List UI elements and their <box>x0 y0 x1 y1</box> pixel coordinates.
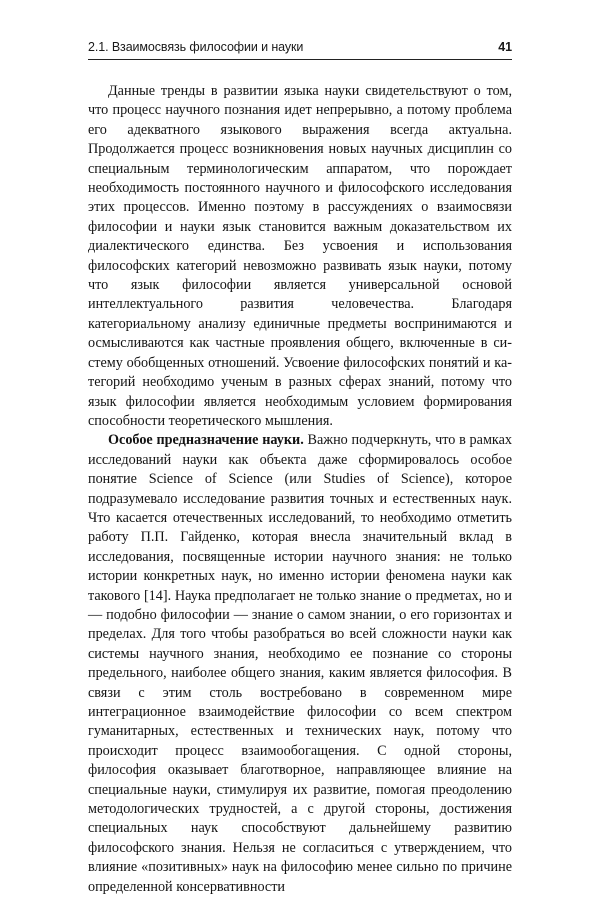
paragraph-purpose-of-science <box>88 431 512 897</box>
section-title: 2.1. Взаимосвязь философии и науки <box>88 40 304 54</box>
run-in-heading: Особое предназначение науки. <box>108 432 304 449</box>
paragraph-body: Важно подчеркнуть, что в рамках исследований науки как объекта даже сформировалось особое понятие Science of Science (или Studies of Science), которое подразумевало исследование развития точных и естественных наук. Что касается отечественных исследований, то необходимо отметить работу П.П. Гайденко, которая внесла значительный вклад в исследования, посвященные истории научного знания: не только истории конкретных наук, но именно истории феномена науки как такового [14]. Наука предполагает не только знание о предметах, но и — подобно философии — знание о самом знании, о его горизонтах и пределах. Для того чтобы разобраться во всей сложности науки как системы научного знания, необходимо ее познание со стороны предельного, наиболее общего знания, каким является философия. В связи с этим столь востребовано в современном мире интеграционное взаимодействие философии со всем спектром гуманитарных, естественных и технических наук, потому что происходит процесс взаимообогащения. С одной стороны, философия оказывает благотворное, направляющее влияние на специальные науки, стимулируя их развитие, помогая преодолению методологических трудностей, а с другой стороны, достижения специальных наук способствуют дальнейшему развитию философского знания. Нельзя не согласиться с утверждением, что влияние «позитивных» наук на философию менее сильно по причине определенной консервативности <box>88 432 512 895</box>
page-number: 41 <box>498 40 512 54</box>
body-text <box>88 82 512 897</box>
running-header <box>88 40 512 60</box>
paragraph-language-of-science: Данные тренды в развитии языка науки свидетельствуют о том, что процесс научного познания идет непрерывно, а потому проблема его адекватного языкового выражения всегда актуальна. Продолжается процесс возникновения новых научных дисциплин со специальным терминологическим аппаратом, что порождает необходимость постоянного научного и философского исследования этих процессов. Именно поэтому в рассуждениях о взаимосвязи философии и науки язык становится важным доказательством их диалектического единства. Без усвоения и использования философских категорий невозможно развивать язык науки, потому что язык философии является универсальной основой интеллектуального развития человечества. Благодаря категориальному анализу единичные предметы воспринимаются и осмысливаются как частные проявления общего, включенные в систему обобщенных отношений. Усвоение философских понятий и категорий необходимо ученым в разных сферах знаний, потому что язык философии является необходимым условием формирования способности теоретического мышления. <box>88 83 512 429</box>
book-page <box>88 40 512 897</box>
